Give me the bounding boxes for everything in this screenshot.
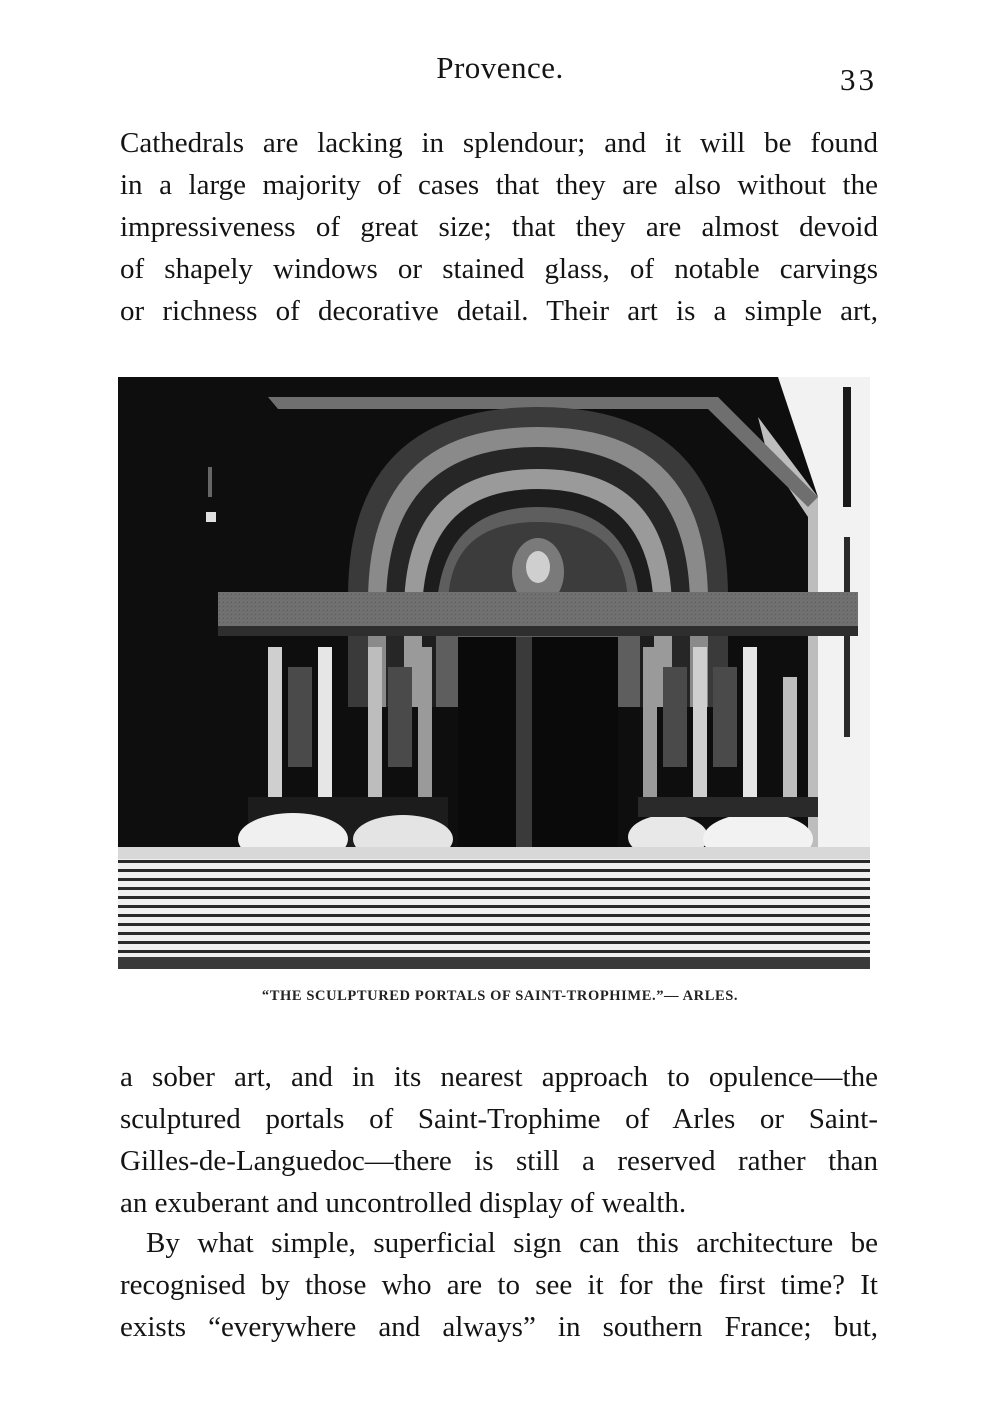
figure-photograph — [118, 377, 870, 969]
text-line: in a large majority of cases that they are also without the — [120, 169, 878, 201]
text-line: By what simple, superficial sign can this architecture be — [146, 1227, 878, 1259]
text-line: or richness of decorative detail. Their art is a simple art, — [120, 295, 878, 327]
text-line: sculptured portals of Saint-Trophime of Arles or Saint- — [120, 1103, 878, 1135]
text-line: a sober art, and in its nearest approach to opulence—the — [120, 1061, 878, 1093]
paragraph-1 — [120, 122, 878, 332]
portal-illustration — [118, 377, 870, 969]
page-number: 33 — [840, 62, 877, 97]
text-line: Cathedrals are lacking in splendour; and it will be found — [120, 127, 878, 159]
paragraph-2 — [120, 1056, 878, 1224]
text-line: of shapely windows or stained glass, of notable carvings — [120, 253, 878, 285]
paragraph-3 — [120, 1222, 878, 1348]
running-title: Provence. — [436, 50, 564, 85]
text-line: exists “everywhere and always” in southern France; but, — [120, 1311, 878, 1343]
text-line: recognised by those who are to see it for the first time? It — [120, 1269, 878, 1301]
text-line: impressiveness of great size; that they are almost devoid — [120, 211, 878, 243]
text-line: Gilles-de-Languedoc—there is still a reserved rather than — [120, 1145, 878, 1177]
text-line: an exuberant and uncontrolled display of wealth. — [120, 1187, 687, 1219]
figure-caption: “THE SCULPTURED PORTALS OF SAINT-TROPHIME.”— ARLES. — [261, 988, 739, 1004]
